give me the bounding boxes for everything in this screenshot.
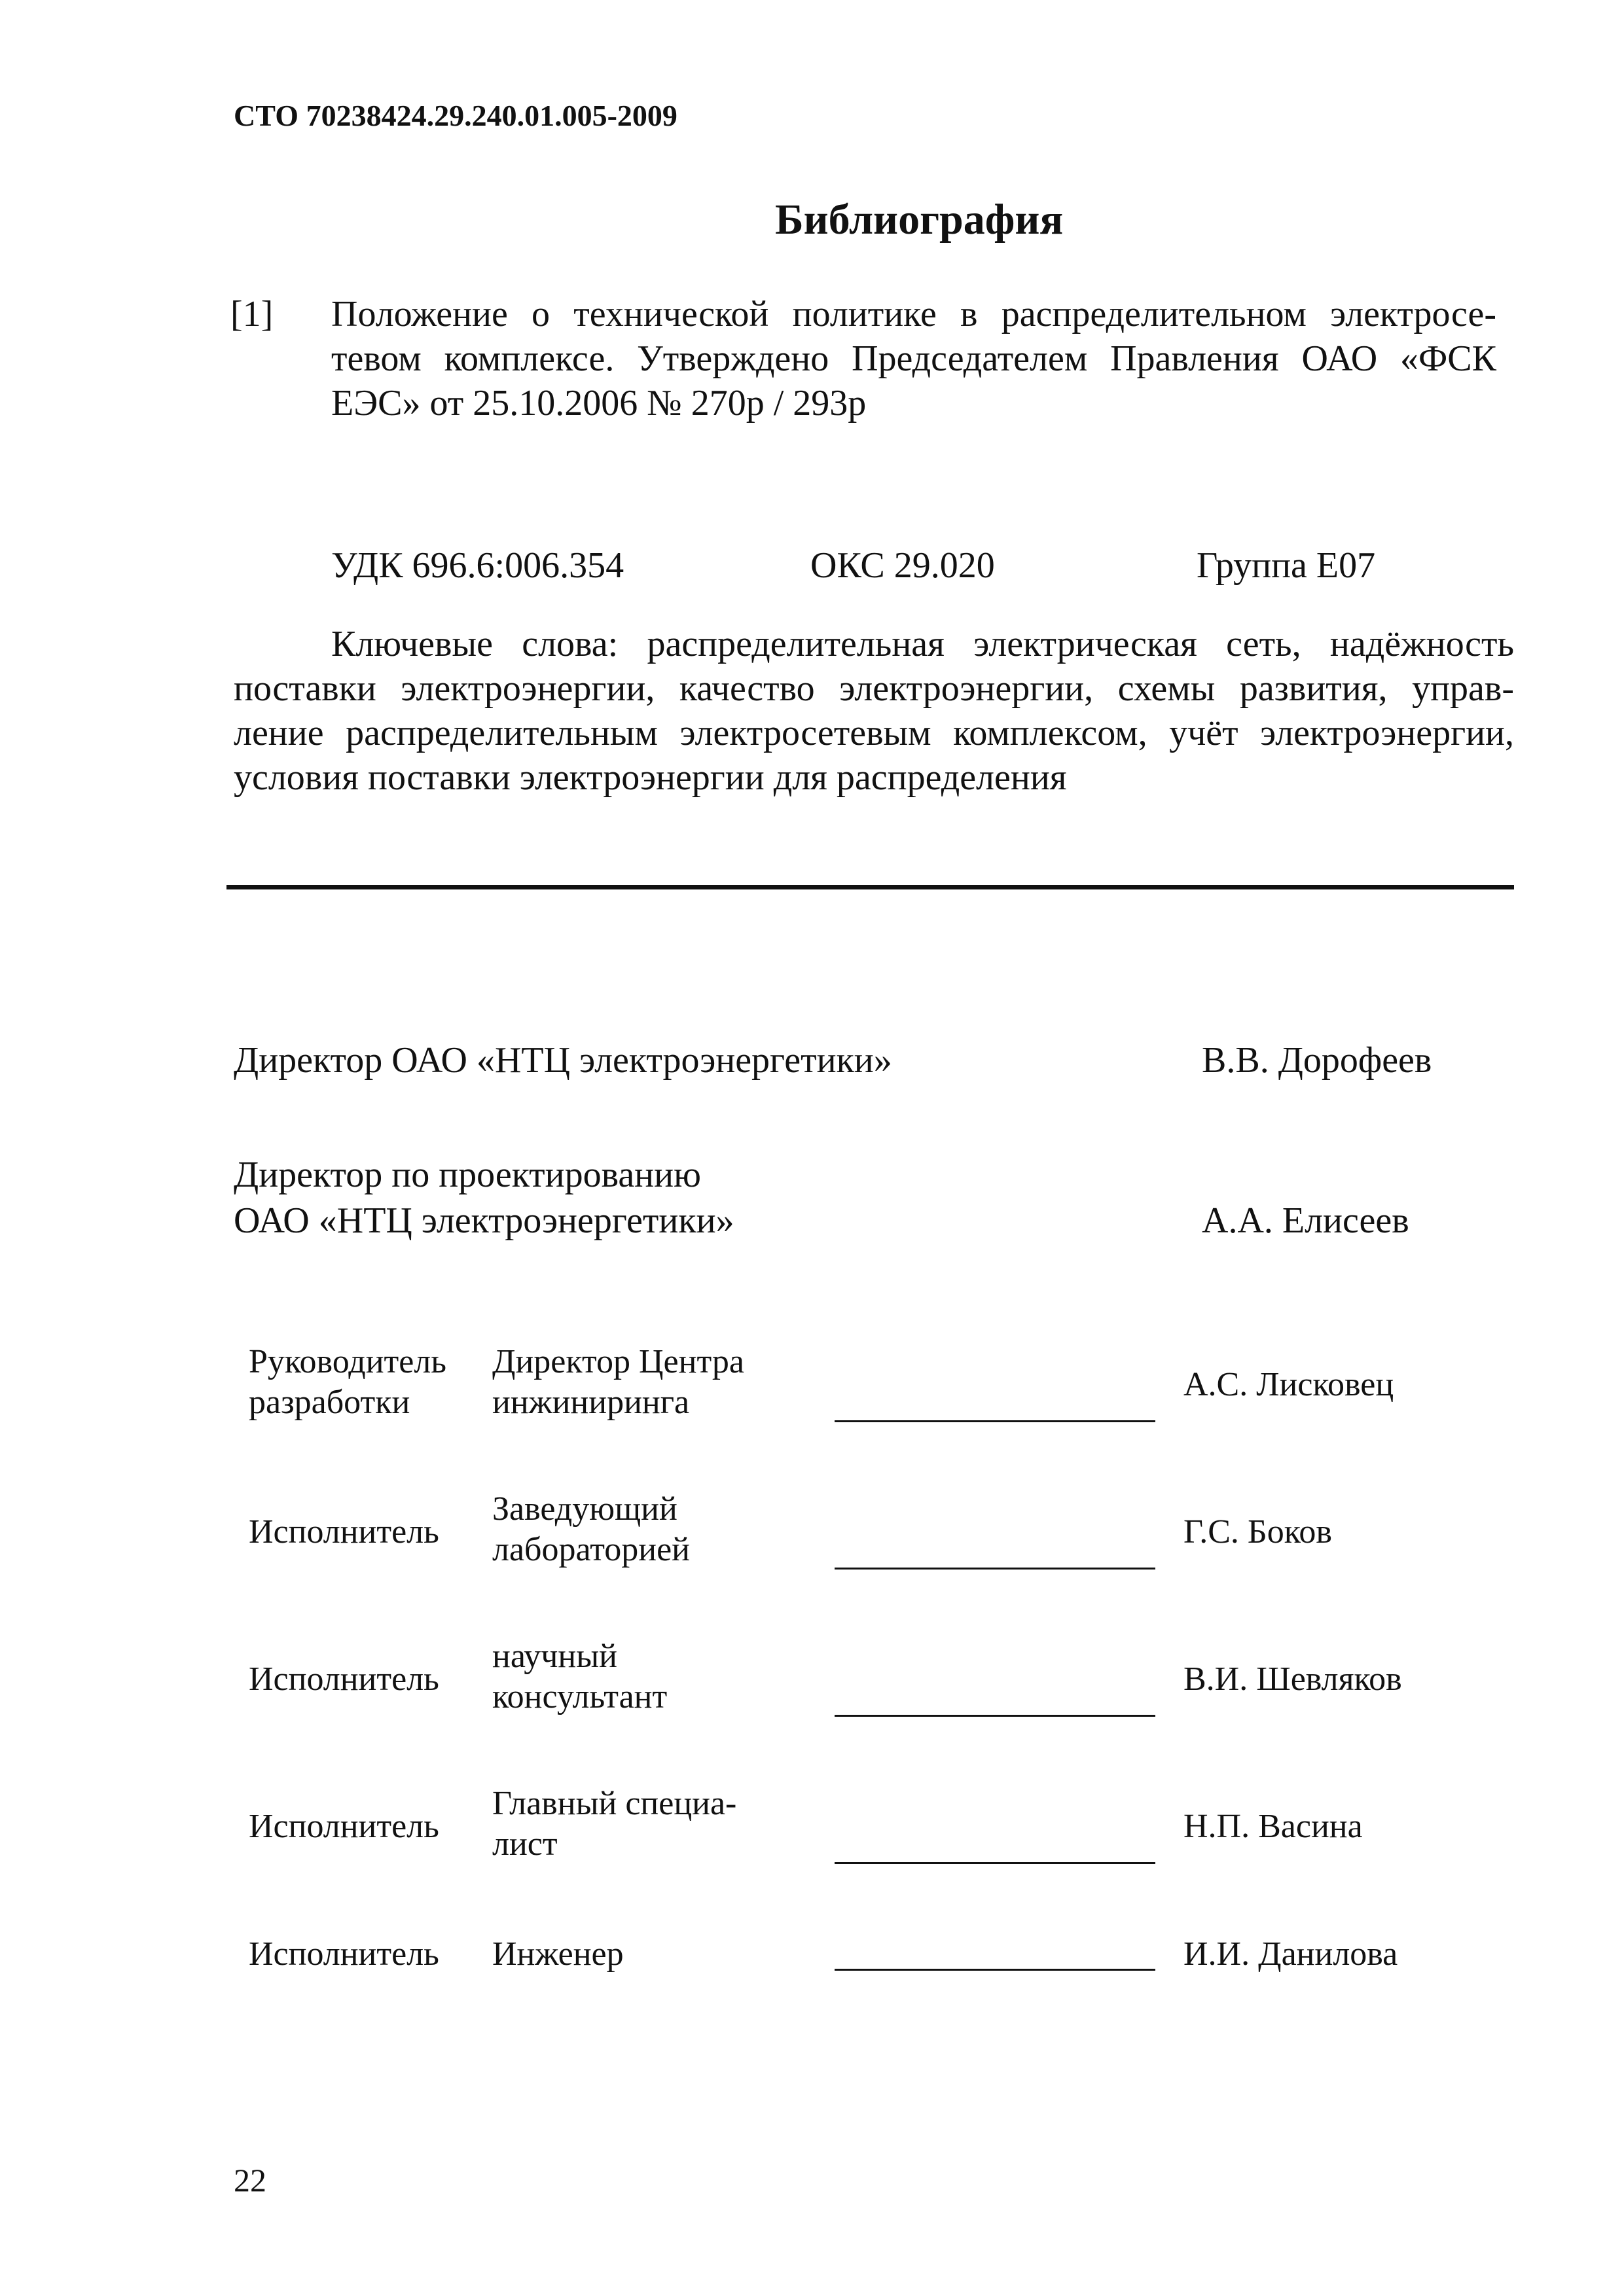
signatory-position: Инженер xyxy=(492,1935,624,1973)
document-code: СТО 70238424.29.240.01.005-2009 xyxy=(234,99,677,132)
signature-line xyxy=(835,1969,1155,1971)
signature-line xyxy=(835,1568,1155,1570)
bibliography-line: тевом комплексе. Утверждено Председателем Правления ОАО «ФСК xyxy=(331,338,1496,379)
signatory-role: Исполнитель xyxy=(249,1808,439,1845)
signatory-role: Руководитель xyxy=(249,1343,446,1380)
signatory-position: консультант xyxy=(492,1678,668,1715)
udk-code: УДК 696.6:006.354 xyxy=(331,545,624,586)
signatory-position: научный xyxy=(492,1638,618,1675)
signatory-position: лабораторией xyxy=(492,1531,690,1568)
director-name: А.А. Елисеев xyxy=(1202,1200,1409,1241)
signatory-role: Исполнитель xyxy=(249,1660,439,1698)
bibliography-line: Положение о технической политике в распределительном электросе- xyxy=(331,294,1496,334)
section-title: Библиография xyxy=(775,196,1064,243)
signature-line xyxy=(835,1420,1155,1422)
signature-line xyxy=(835,1715,1155,1717)
signatory-name: В.И. Шевляков xyxy=(1183,1660,1402,1698)
signatory-role: Исполнитель xyxy=(249,1935,439,1973)
group-code: Группа Е07 xyxy=(1197,545,1376,586)
keywords-line: ление распределительным электросетевым комплексом, учёт электроэнергии, xyxy=(234,713,1514,753)
director-title: Директор по проектированию xyxy=(234,1155,701,1195)
signature-line xyxy=(835,1862,1155,1864)
bibliography-number: [1] xyxy=(230,294,274,334)
signatory-position: инжиниринга xyxy=(492,1384,690,1421)
signatory-name: И.И. Данилова xyxy=(1183,1935,1398,1973)
signatory-name: Н.П. Васина xyxy=(1183,1808,1363,1845)
bibliography-line: ЕЭС» от 25.10.2006 № 270р / 293р xyxy=(331,383,867,423)
keywords-line: условия поставки электроэнергии для распределения xyxy=(234,757,1067,798)
director-title: ОАО «НТЦ электроэнергетики» xyxy=(234,1200,734,1241)
director-title: Директор ОАО «НТЦ электроэнергетики» xyxy=(234,1040,892,1081)
signatory-name: А.С. Лисковец xyxy=(1183,1366,1394,1403)
signatory-position: Заведующий xyxy=(492,1490,677,1528)
signatory-role: Исполнитель xyxy=(249,1513,439,1551)
divider-rule xyxy=(226,885,1514,889)
keywords-line: Ключевые слова: распределительная электрическая сеть, надёжность xyxy=(331,624,1514,664)
keywords-paragraph xyxy=(234,622,1514,800)
signatory-position: лист xyxy=(492,1825,558,1863)
signatory-role: разработки xyxy=(249,1384,410,1421)
page-number: 22 xyxy=(234,2162,266,2198)
director-name: В.В. Дорофеев xyxy=(1202,1040,1432,1081)
signatory-position: Главный специа- xyxy=(492,1785,737,1822)
oks-code: ОКС 29.020 xyxy=(810,545,995,586)
signatory-name: Г.С. Боков xyxy=(1183,1513,1332,1551)
signatory-position: Директор Центра xyxy=(492,1343,744,1380)
keywords-line: поставки электроэнергии, качество электроэнергии, схемы развития, управ- xyxy=(234,668,1514,709)
bibliography-entry xyxy=(331,292,1496,425)
